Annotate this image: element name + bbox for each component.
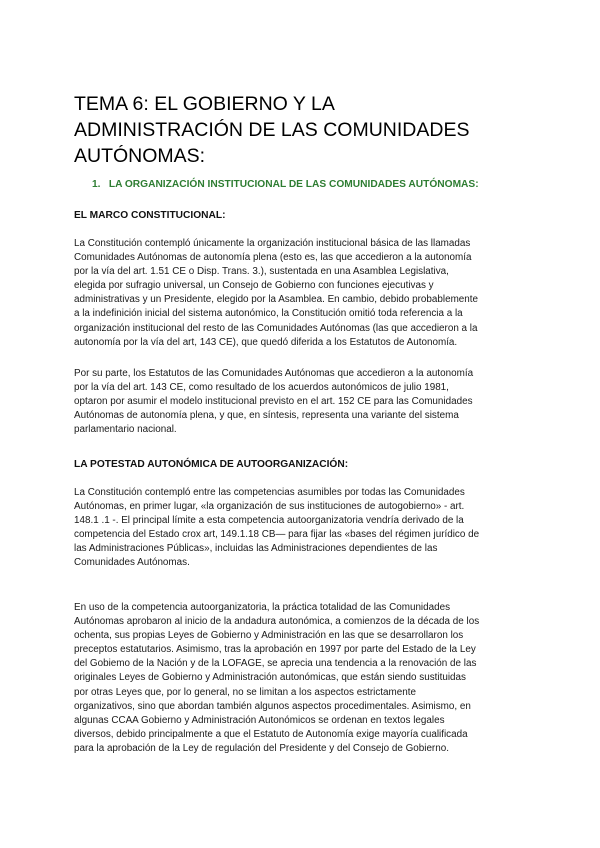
section-label: LA ORGANIZACIÓN INSTITUCIONAL DE LAS COMUNIDADES AUTÓNOMAS: [108, 179, 479, 190]
section-number: 1. [92, 179, 101, 190]
paragraph-line: optaron por asumir el modelo institucional previsto en el art. 152 CE para las Comunidades [74, 396, 473, 408]
paragraph-line: La Constitución contempló entre las competencias asumibles por todas las Comunidades [74, 487, 465, 498]
paragraph-line: las Administraciones Públicas», incluidas las Administraciones dependientes de las [74, 543, 438, 555]
document-title [74, 91, 544, 169]
title-line: TEMA 6: EL GOBIERNO Y LA [74, 93, 335, 115]
paragraph-line: 148.1 .1 -. El principal límite a esta competencia autoorganizatoria vendría derivado de la [74, 515, 464, 527]
paragraph-line: Autónomas de autonomía plena, y que, en síntesis, representa una variante del sistema [74, 410, 459, 422]
title-line: ADMINISTRACIÓN DE LAS COMUNIDADES [74, 119, 470, 141]
paragraph-line: diversos, debido principalmente a que el Estatuto de Autonomía exige mayoría cualificada [74, 728, 468, 740]
paragraph-line: preceptos estatutarios. Asimismo, tras la aprobación en 1997 por parte del Estado de la Ley [74, 644, 476, 656]
paragraph-estatutos [74, 367, 536, 437]
paragraph-line: competencia del Estado crox art, 149.1.18 CB— para fijar las «bases del régimen jurídico de [74, 529, 480, 541]
paragraph-line: organización institucional del resto de las Comunidades Autónomas (las que accedieron a la [74, 322, 478, 334]
paragraph-line: administrativas y un Presidente, elegido por la Asamblea. En cambio, debido probablemente [74, 294, 479, 306]
paragraph-marco-constitucional [74, 237, 536, 350]
paragraph-line: ochenta, sus propias Leyes de Gobierno y Administración en las que se desarrollaron los [74, 630, 464, 642]
paragraph-line: originales Leyes de Gobierno y Administración autonómicas, que están siendo sustituidas [74, 672, 466, 684]
paragraph-line: parlamentario nacional. [74, 424, 177, 436]
paragraph-line: por otras Leyes que, por lo general, no se limitan a los aspectos estrictamente [74, 686, 416, 698]
section-heading [92, 178, 562, 192]
subheading-marco-constitucional: EL MARCO CONSTITUCIONAL: [74, 210, 226, 221]
paragraph-line: La Constitución contempló únicamente la organización institucional básica de las llamadas [74, 238, 471, 249]
paragraph-line: por la vía del art. 143 CE, como resultado de los acuerdos autonómicos de julio 1981, [74, 382, 449, 394]
paragraph-line: organizativos, sino que abordan también algunos aspectos procedimentales. Asimismo, en [74, 700, 471, 712]
paragraph-competencias [74, 486, 536, 571]
paragraph-line: Por su parte, los Estatutos de las Comunidades Autónomas que accedieron a la autonomía [74, 368, 474, 379]
title-line: AUTÓNOMAS: [74, 145, 206, 167]
paragraph-line: a la indefinición inicial del sistema autonómico, la Constitución omitió toda referencia a la [74, 308, 463, 320]
paragraph-line: Autónomas, en primer lugar, «la organización de sus instituciones de autogobierno» - art. [74, 501, 465, 513]
paragraph-line: del Gobiemo de la Nación y de la LOFAGE, se aprecia una tendencia a la renovación de las [74, 658, 477, 670]
paragraph-line: por la vía del art. 1.51 CE o Disp. Trans. 3.), sustentada en una Asamblea Legislativa, [74, 266, 449, 278]
subheading-potestad-autonomica: LA POTESTAD AUTONÓMICA DE AUTOORGANIZACIÓN: [74, 459, 349, 470]
paragraph-line: elegida por sufragio universal, un Consejo de Gobierno con funciones ejecutivas y [74, 280, 434, 292]
paragraph-autoorganizacion [74, 601, 536, 756]
paragraph-line: Comunidades Autónomas de autonomía plena (esto es, las que accedieron a la autonomía [74, 252, 472, 264]
paragraph-line: En uso de la competencia autoorganizatoria, la práctica totalidad de las Comunidades [74, 602, 451, 613]
paragraph-line: algunas CCAA Gobierno y Administración Autonómicos se ordenan en textos legales [74, 714, 445, 726]
paragraph-line: Autónomas aprobaron al inicio de la andadura autonómica, a comienzos de la década de los [74, 616, 480, 628]
paragraph-line: para la aprobación de la Ley de regulación del Presidente y del Consejo de Gobierno. [74, 742, 449, 754]
paragraph-line: Comunidades Autónomas. [74, 557, 190, 569]
paragraph-line: autonomía por la vía del art, 143 CE), que quedó diferida a los Estatutos de Autonomía. [74, 336, 458, 348]
